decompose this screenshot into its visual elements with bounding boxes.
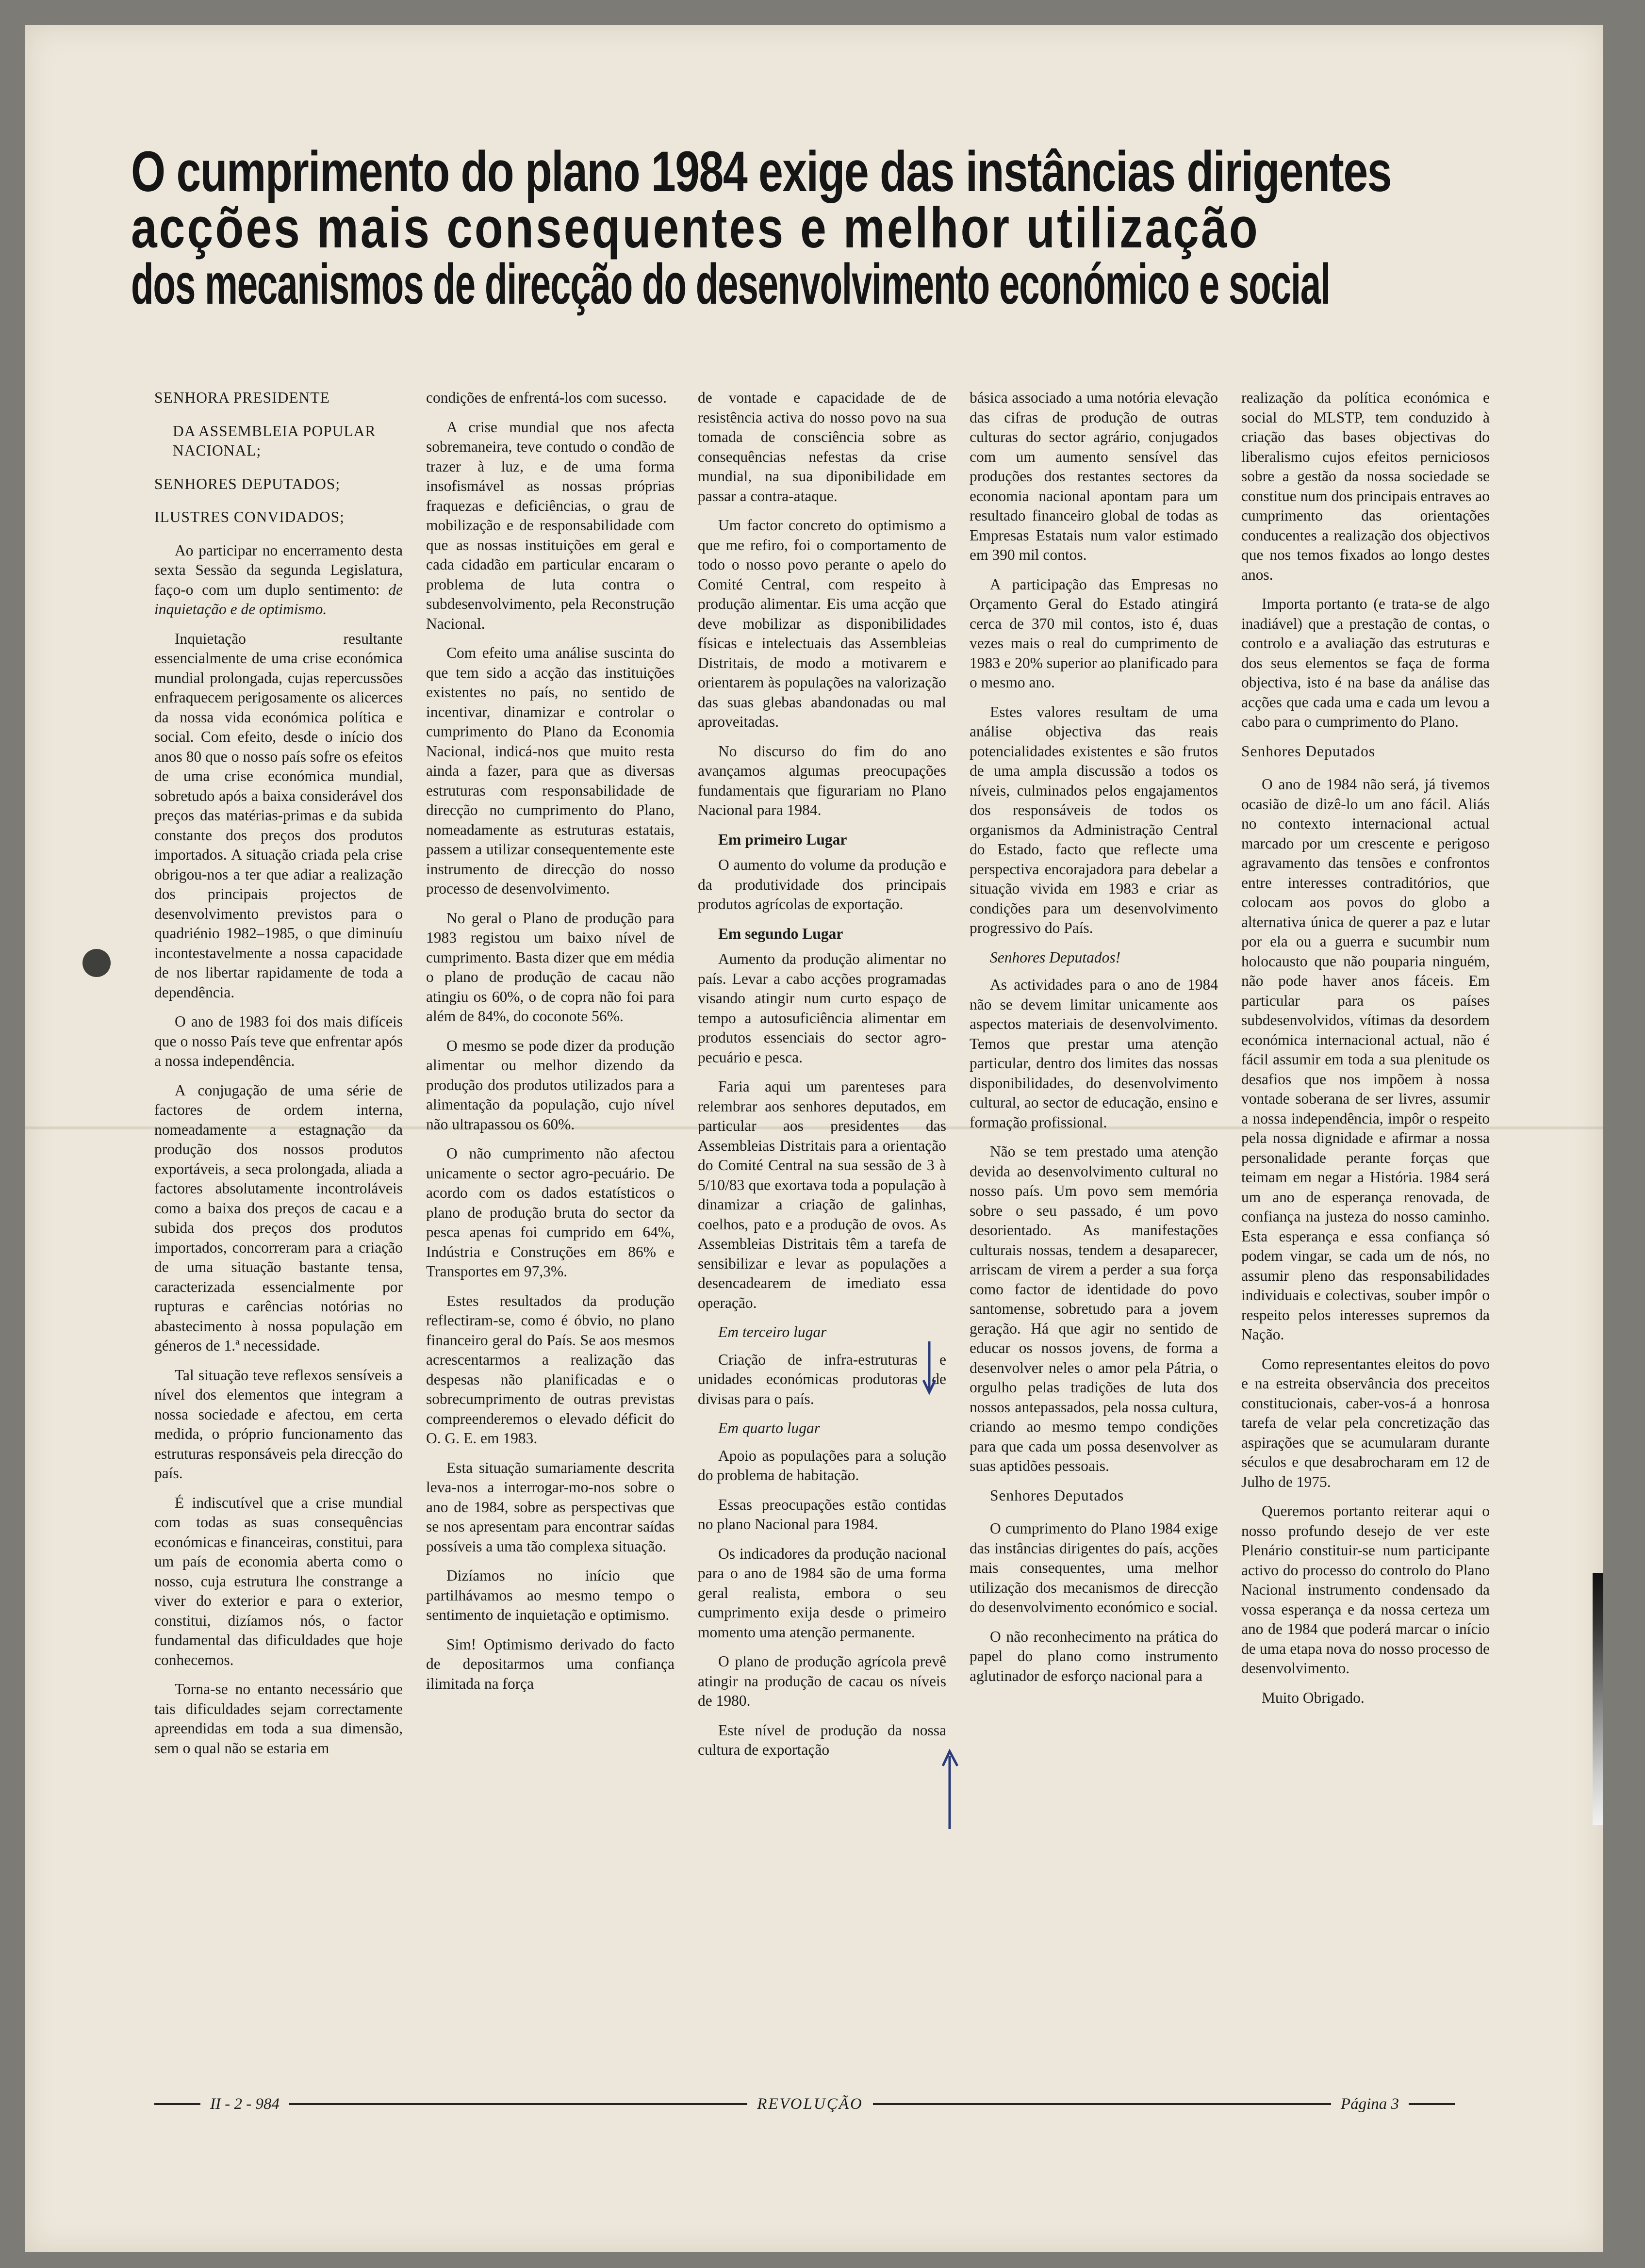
paragraph: Este nível de produção da nossa cultura de exportação (698, 1721, 946, 1758)
paragraph: Estes valores resultam de uma análise objectiva das reais potencialidades existentes e são frutos de uma ampla discussão a todos os níveis, culminados pelos engajamentos dos responsáveis de todos os organismos da Administração Central do Estado, facto que reflecte uma perspectiva encorajadora para debelar a situação vivida em 1983 e criar as condições para um desenvolvimento progressivo do País. (970, 703, 1218, 936)
paragraph: O plano de produção agrícola prevê atingir na produção de cacau os níveis de 1980. (698, 1653, 946, 1709)
paragraph: Estes resultados da produção reflectiram-se, como é óbvio, no plano financeiro geral do País. Se aos mesmos acrescentarmos a realização das despesas não planificadas e o sobrecumprimento de outras previstas compreenderemos o elevado déficit do O. G. E. em 1983. (426, 1292, 674, 1447)
subheading: Em quarto lugar (718, 1420, 821, 1436)
paragraph: O aumento do volume da produção e da produtividade dos principais produtos agrícolas de exportação. (698, 856, 946, 913)
paragraph: Criação de infra-estruturas e unidades económicas produtoras de divisas para o país. (698, 1351, 946, 1407)
salutation: ILUSTRES CONVIDADOS; (154, 508, 345, 525)
paragraph: realização da política económica e social do MLSTP, tem conduzido à criação das bases objectivas do liberalismo cujos efeitos perniciosos sobre a gestão da nossa sociedade se constitue num dos principais entraves ao cumprimento das orientações conducentes a realização dos objectivos que nos temos fixados ao longo destes anos. (1241, 389, 1490, 583)
scan-calibration-strip (1593, 1573, 1603, 1825)
paragraph: Faria aqui um parenteses para relembrar aos senhores deputados, em particular aos presidentes das Assembleias Distritais para a orientação do Comité Central na sua sessão de 3 à 5/10/83 que exortava toda a população à dinamizar a criação de galinhas, coelhos, pato e a produção de ovos. As Assembleias Distritais têm a tarefa de sensibilizar e levar as populações a desencadearem de imediato essa operação. (698, 1078, 946, 1311)
issue-date: II - 2 - 984 (210, 2095, 280, 2113)
paragraph: Como representantes eleitos do povo e na estreita observância dos preceitos constitucionais, caber-vos-á a honrosa tarefa de velar pela concretização das aspirações que se acumularam durante séculos e que desabrocharam em 12 de Julho de 1975. (1241, 1355, 1490, 1490)
paragraph: Os indicadores da produção nacional para o ano de 1984 são de uma forma geral realista, embora o seu cumprimento exija desde o primeiro momento uma atenção permanente. (698, 1545, 946, 1641)
paragraph: O cumprimento do Plano 1984 exige das instâncias dirigentes do país, acções mais consequentes, uma melhor utilização dos mecanismos de direcção do desenvolvimento económico e social. (970, 1520, 1218, 1615)
paragraph: Esta situação sumariamente descrita leva-nos a interrogar-mo-nos sobre o ano de 1984, sobre as perspectivas que se nos apresentam para encontrar saídas possíveis a uma tão complexa situação. (426, 1459, 674, 1555)
salutation: SENHORES DEPUTADOS; (154, 475, 341, 492)
footer-rule (1409, 2103, 1455, 2105)
subheading: Senhores Deputados (990, 1486, 1124, 1504)
paragraph: A crise mundial que nos afecta sobremaneira, teve contudo o condão de trazer à luz, e de uma forma insofismável as nossas próprias fraquezas e deficiências, o grau de mobilização e de responsabilidade com que as nossas instituições em geral e cada cidadão em particular encaram o problema de luta contra o subdesenvolvimento, pela Reconstrução Nacional. (426, 418, 674, 632)
footer-rule (154, 2103, 200, 2105)
column-1 (154, 388, 403, 2028)
closing: Muito Obrigado. (1262, 1689, 1365, 1706)
paragraph: É indiscutível que a crise mundial com todas as suas consequências económicas e financeiras, constitui, para um país de economia aberta como o nosso, cuja estrutura lhe constrange a viver do exterior e para o exterior, constitui, dizíamos nós, o factor fundamental das dificuldades que hoje conhecemos. (154, 1494, 403, 1668)
paragraph: No discurso do fim do ano avançamos algumas preocupações fundamentais que figurariam no Plano Nacional para 1984. (698, 742, 946, 818)
paragraph: Aumento da produção alimentar no país. Levar a cabo acções programadas visando atingir num curto espaço de tempo a autosuficiência alimentar em produtos essenciais do sector agro-pecuário e pesca. (698, 950, 946, 1066)
paragraph: Queremos portanto reiterar aqui o nosso profundo desejo de ver este Plenário constituir-se num participante activo do processo do controlo do Plano Nacional instrumento condensado da vossa esperança e da nossa certeza um ano de 1984 que poderá marcar o início de uma etapa nova do nosso processo de desenvolvimento. (1241, 1502, 1490, 1677)
publication-name: REVOLUÇÃO (757, 2095, 863, 2113)
paragraph: Com efeito uma análise suscinta do que tem sido a acção das instituições existentes no país, no sentido de incentivar, dinamizar e controlar o cumprimento do Plano da Economia Nacional, indicá-nos que muito resta ainda a fazer, para que as diversas estruturas com responsabilidade de direcção no cumprimento do Plano, nomeadamente as estruturas estatais, passem a utilizar consequentemente este instrumento de direcção do nosso processo de desenvolvimento. (426, 644, 674, 897)
footer-rule (873, 2103, 1331, 2105)
paragraph: Importa portanto (e trata-se de algo inadiável) que a prestação de contas, o controlo e a avaliação das estruturas e dos seus elementos se faça de forma objectiva, isto é na base da análise das acções que cada uma e cada um levou a cabo para o cumprimento do Plano. (1241, 595, 1490, 730)
paragraph: Sim! Optimismo derivado do facto de depositarmos uma confiança ilimitada na força (426, 1635, 674, 1692)
punch-hole (82, 949, 111, 977)
page-footer (154, 2092, 1455, 2116)
paragraph: O não cumprimento não afectou unicamente o sector agro-pecuário. De acordo com os dados estatísticos o plano de produção bruta do sector da pesca apenas foi cumprido em 64%, Indústria e Construções em 86% e Transportes em 97,3%. (426, 1145, 674, 1280)
headline-line-3: dos mecanismos de direcção do desenvolvimento económico e social (131, 252, 1330, 316)
page-number: Página 3 (1340, 2095, 1399, 2113)
subheading: Senhores Deputados (1241, 742, 1376, 760)
headline-line-1: O cumprimento do plano 1984 exige das instâncias dirigentes (131, 140, 1391, 204)
column-2 (426, 388, 674, 2028)
paragraph: de vontade e capacidade de de resistência activa do nosso povo na sua tomada de consciência sobre as consequências nefestas da crise mundial, na sua diponibilidade em passar a contra-ataque. (698, 389, 946, 505)
paragraph: O ano de 1983 foi dos mais difíceis que o nosso País teve que enfrentar após a nossa independência. (154, 1013, 403, 1069)
subheading: Senhores Deputados! (990, 948, 1121, 966)
subheading: Em primeiro Lugar (718, 831, 847, 848)
paragraph: A participação das Empresas no Orçamento Geral do Estado atingirá cerca de 370 mil contos, isto é, duas vezes mais o real do cumprimento de 1983 e 20% superior ao planificado para o mesmo ano. (970, 575, 1218, 691)
paragraph: Não se tem prestado uma atenção devida ao desenvolvimento cultural no nosso país. Um povo sem memória sobre o seu passado, é um povo desorientado. As manifestações culturais nossas, tendem a desaparecer, arriscam de virem a perder a sua força como factor de identidade do povo santomense, sobretudo para a jovem geração. Há que agir no sentido de educar os nossos jovens, de forma a desenvolver neles o amor pela Pátria, o orgulho pelas tradições de luta dos nossos antepassados, pela nossa cultura, criando ao mesmo tempo condições para que cada um possa desenvolver as suas aptidões pessoais. (970, 1143, 1218, 1474)
paragraph: básica associado a uma notória elevação das cifras de produção de outras culturas do sector agrário, conjugados com um aumento sensível das produções dos restantes sectores da economia nacional apontam para um resultado financeiro global de todas as Empresas Estatais num valor estimado em 390 mil contos. (970, 389, 1218, 563)
paragraph: As actividades para o ano de 1984 não se devem limitar unicamente aos aspectos materiais de desenvolvimento. Temos que prestar uma atenção particular, dentro dos limites das nossas disponibilidades, do desenvolvimento cultural, ao sector de educação, ensino e formação profissional. (970, 976, 1218, 1131)
paragraph-text: Ao participar no encerramento desta sexta Sessão da segunda Legislatura, faço-o com um duplo sentimento: (154, 541, 403, 598)
paragraph: O mesmo se pode dizer da produção alimentar ou melhor dizendo da produção dos produtos utilizados para a alimentação da população, cujo nível não ultrapassou os 60%. (426, 1037, 674, 1133)
footer-rule (289, 2103, 747, 2105)
paragraph: O não reconhecimento na prática do papel do plano como instrumento aglutinador de esforço nacional para a (970, 1628, 1218, 1684)
paragraph: O ano de 1984 não será, já tivemos ocasião de dizê-lo um ano fácil. Aliás no contexto internacional actual marcado por um crescente e perigoso agravamento das tensões e confrontos entre interesses contraditórios, que colocam aos povos do globo a alternativa única de querer a paz e lutar por ela ou a guerra e sucumbir num holocausto que não pouparia ninguém, não pode haver anos fáceis. Em particular para os países subdesenvolvidos, vítimas da desordem económica internacional actual, não é fácil assumir em toda a sua plenitude os desafios que nos impõem à nossa vontade soberana de ser livres, assumir a nossa independência, impôr o respeito pela nossa dignidade e afirmar a nossa personalidade perante forças que teimam em negar a História. 1984 será um ano de esperança renovada, de confiança na justeza do nosso caminho. Esta esperança e essa confiança só podem vingar, se cada um de nós, no assumir pleno das responsabilidades individuais e colectivas, souber impôr o respeito pelos interesses supremos da Nação. (1241, 776, 1490, 1343)
paragraph: condições de enfrentá-los com sucesso. (426, 389, 667, 406)
paragraph: Tal situação teve reflexos sensíveis a nível dos elementos que integram a nossa sociedade e afectou, em certa medida, o próprio funcionamento das estruturas responsáveis pela direcção do país. (154, 1366, 403, 1482)
column-4 (970, 388, 1218, 2028)
column-3 (698, 388, 946, 2028)
headline-line-2: acções mais consequentes e melhor utilização (131, 196, 1260, 260)
paragraph: No geral o Plano de produção para 1983 registou um baixo nível de cumprimento. Basta dizer que em média o plano de produção de cacau não atingiu os 60%, o de copra não foi para além de 84%, do coconote 56%. (426, 909, 674, 1025)
column-5 (1241, 388, 1490, 2028)
paragraph: Essas preocupações estão contidas no plano Nacional para 1984. (698, 1496, 946, 1533)
subheading: Em terceiro lugar (718, 1323, 827, 1340)
paragraph: Apoio as populações para a solução do problema de habitação. (698, 1447, 946, 1484)
subheading: Em segundo Lugar (718, 925, 843, 942)
salutation: SENHORA PRESIDENTE (154, 389, 330, 406)
headline (131, 140, 1509, 316)
article-body (154, 388, 1490, 2028)
paragraph: Dizíamos no início que partilhávamos ao mesmo tempo o sentimento de inquietação e optimismo. (426, 1567, 674, 1623)
italic-text: de inquietação e de optimismo. (154, 581, 403, 618)
salutation: DA ASSEMBLEIA POPULAR NACIONAL; (173, 422, 376, 459)
paragraph (154, 541, 403, 620)
paragraph: Torna-se no entanto necessário que tais dificuldades sejam correctamente apreendidas em toda a sua dimensão, sem o qual não se estaria em (154, 1681, 403, 1757)
paragraph: Inquietação resultante essencialmente de uma crise económica mundial prolongada, cujas repercussões enfraquecem perigosamente os alicerces da nossa vida económica política e social. Com efeito, desde o início dos anos 80 que o nosso país sofre os efeitos de uma crise económica mundial, sobretudo após a baixa considerável dos preços das matérias-primas e da subida constante dos preços dos produtos importados. A situação criada pela crise obrigou-nos a ter que adiar a realização dos principais projectos de desenvolvimento previstos para o quadriénio 1982–1985, o que diminuíu incontestavelmente a nossa capacidade de nos libertar rapidamente de toda a dependência. (154, 630, 403, 1001)
paragraph: Um factor concreto do optimismo a que me refiro, foi o comportamento de todo o nosso povo perante o apelo do Comité Central, com respeito à produção alimentar. Eis uma acção que deve mobilizar as disponibilidades físicas e intelectuais das Assembleias Distritais, de modo a motivarem e orientarem às populações na valorização das suas glebas abandonadas ou mal aproveitadas. (698, 517, 946, 730)
paragraph: A conjugação de uma série de factores de ordem interna, nomeadamente a estagnação da produção dos nossos produtos exportáveis, a seca prolongada, aliada a factores absolutamente incontroláveis como a baixa dos preços de cacau e a subida dos preços dos produtos importados, concorreram para a criação de uma situação bastante tensa, caracterizada essencialmente por rupturas e carências notórias no abastecimento à nossa população em géneros de 1.ª necessidade. (154, 1081, 403, 1354)
